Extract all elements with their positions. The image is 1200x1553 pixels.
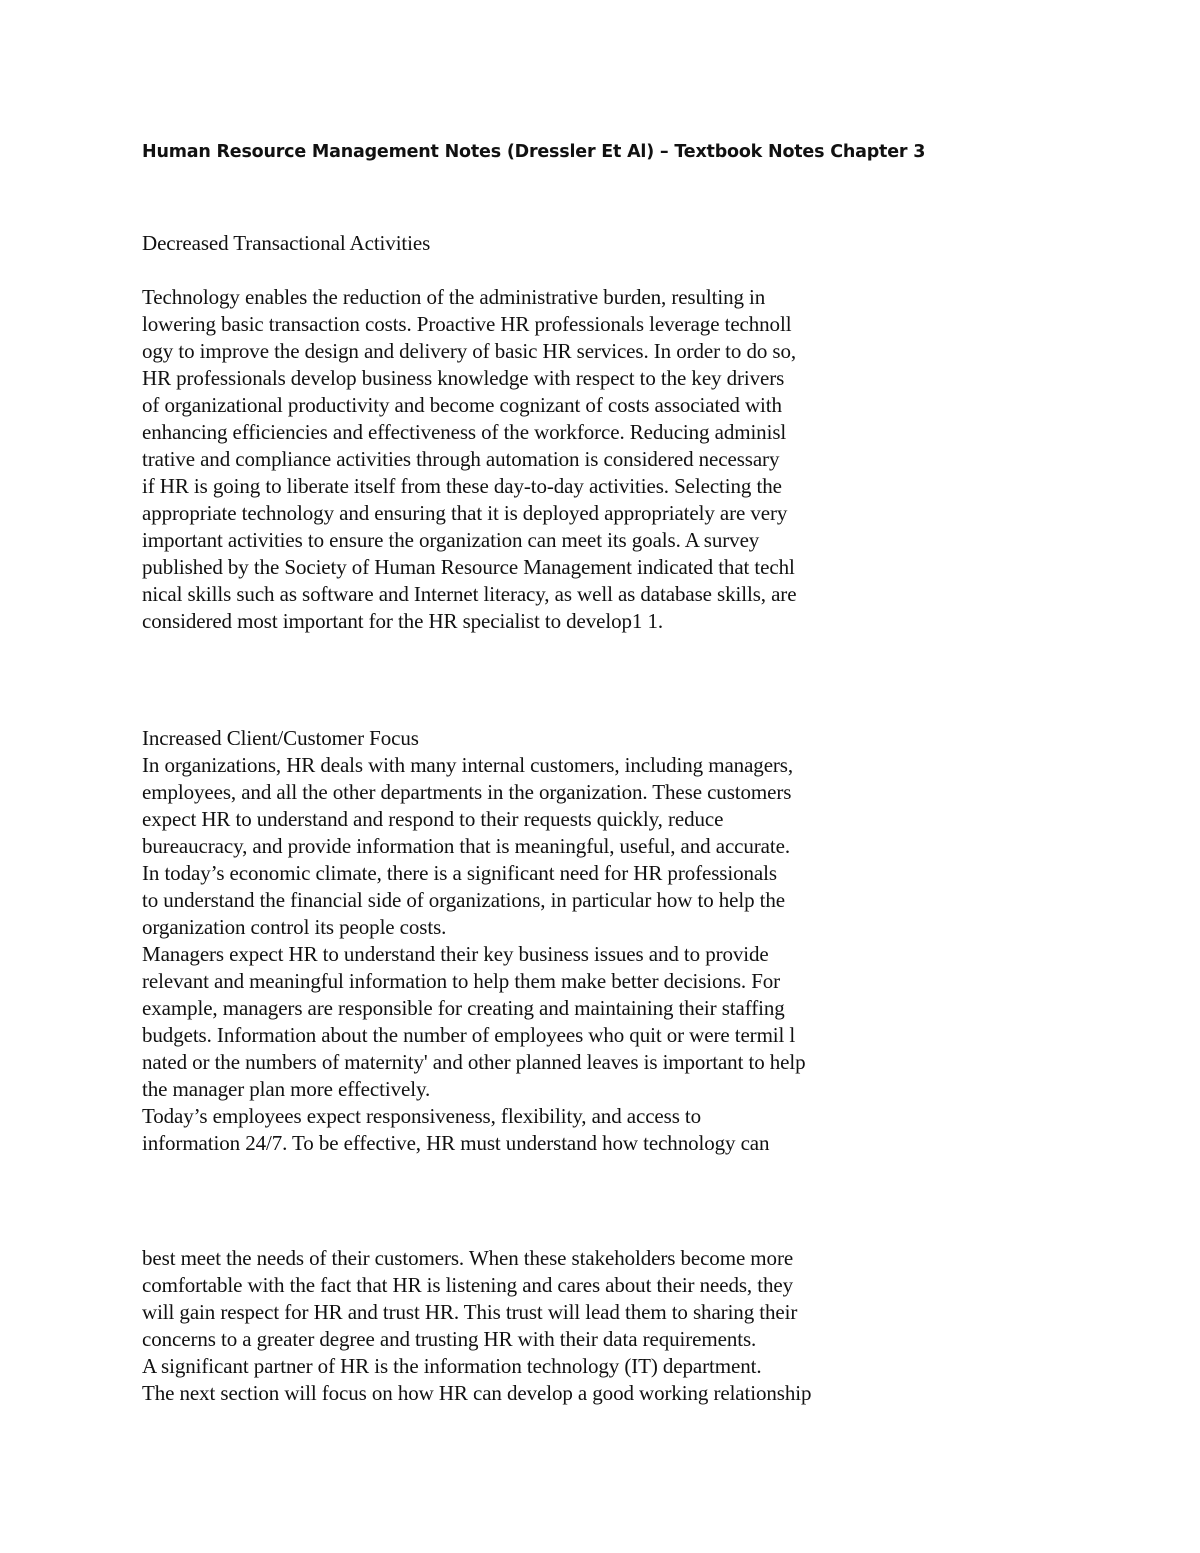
text-line: relevant and meaningful information to help them make better decisions. For bbox=[142, 969, 781, 993]
text-line: best meet the needs of their customers. When these stakeholders become more bbox=[142, 1246, 794, 1270]
text-line: appropriate technology and ensuring that it is deployed appropriately are very bbox=[142, 501, 788, 525]
paragraph-continuation bbox=[142, 1245, 811, 1407]
text-line: bureaucracy, and provide information that is meaningful, useful, and accurate. bbox=[142, 834, 790, 858]
text-line: employees, and all the other departments in the organization. These customers bbox=[142, 780, 792, 804]
text-line: nical skills such as software and Internet literacy, as well as database skills, are bbox=[142, 582, 797, 606]
text-line: concerns to a greater degree and trusting HR with their data requirements. bbox=[142, 1327, 757, 1351]
text-line: trative and compliance activities through automation is considered necessary bbox=[142, 447, 780, 471]
text-line: information 24/7. To be effective, HR must understand how technology can bbox=[142, 1131, 770, 1155]
text-line: nated or the numbers of maternity' and other planned leaves is important to help bbox=[142, 1050, 806, 1074]
text-line: comfortable with the fact that HR is listening and cares about their needs, they bbox=[142, 1273, 793, 1297]
text-line: of organizational productivity and become cognizant of costs associated with bbox=[142, 393, 782, 417]
text-line: lowering basic transaction costs. Proactive HR professionals leverage technoll bbox=[142, 312, 792, 336]
text-line: to understand the financial side of organizations, in particular how to help the bbox=[142, 888, 786, 912]
text-line: HR professionals develop business knowledge with respect to the key drivers bbox=[142, 366, 785, 390]
text-line: organization control its people costs. bbox=[142, 915, 447, 939]
text-line: In today’s economic climate, there is a significant need for HR professionals bbox=[142, 861, 777, 885]
page-title: Human Resource Management Notes (Dressler Et Al) – Textbook Notes Chapter 3 bbox=[142, 142, 926, 162]
text-line: A significant partner of HR is the information technology (IT) department. bbox=[142, 1354, 762, 1378]
text-line: considered most important for the HR specialist to develop1 1. bbox=[142, 609, 664, 633]
paragraph-client-customer-focus bbox=[142, 752, 806, 1157]
text-line: example, managers are responsible for creating and maintaining their staffing bbox=[142, 996, 785, 1020]
text-line: the manager plan more effectively. bbox=[142, 1077, 431, 1101]
section-heading-increased-client-customer-focus: Increased Client/Customer Focus bbox=[142, 726, 419, 750]
text-line: Managers expect HR to understand their key business issues and to provide bbox=[142, 942, 769, 966]
text-line: enhancing efficiencies and effectiveness of the workforce. Reducing adminisl bbox=[142, 420, 787, 444]
text-line: will gain respect for HR and trust HR. This trust will lead them to sharing their bbox=[142, 1300, 798, 1324]
text-line: important activities to ensure the organization can meet its goals. A survey bbox=[142, 528, 760, 552]
text-line: if HR is going to liberate itself from these day-to-day activities. Selecting the bbox=[142, 474, 782, 498]
text-line: Today’s employees expect responsiveness, flexibility, and access to bbox=[142, 1104, 702, 1128]
text-line: expect HR to understand and respond to their requests quickly, reduce bbox=[142, 807, 724, 831]
text-line: published by the Society of Human Resource Management indicated that techl bbox=[142, 555, 795, 579]
text-line: Technology enables the reduction of the administrative burden, resulting in bbox=[142, 285, 766, 309]
paragraph-transactional-activities bbox=[142, 284, 796, 635]
text-line: budgets. Information about the number of employees who quit or were termil l bbox=[142, 1023, 796, 1047]
text-line: The next section will focus on how HR can develop a good working relationship bbox=[142, 1381, 812, 1405]
text-line: In organizations, HR deals with many internal customers, including managers, bbox=[142, 753, 794, 777]
text-line: ogy to improve the design and delivery of basic HR services. In order to do so, bbox=[142, 339, 797, 363]
section-heading-decreased-transactional-activities: Decreased Transactional Activities bbox=[142, 231, 431, 255]
